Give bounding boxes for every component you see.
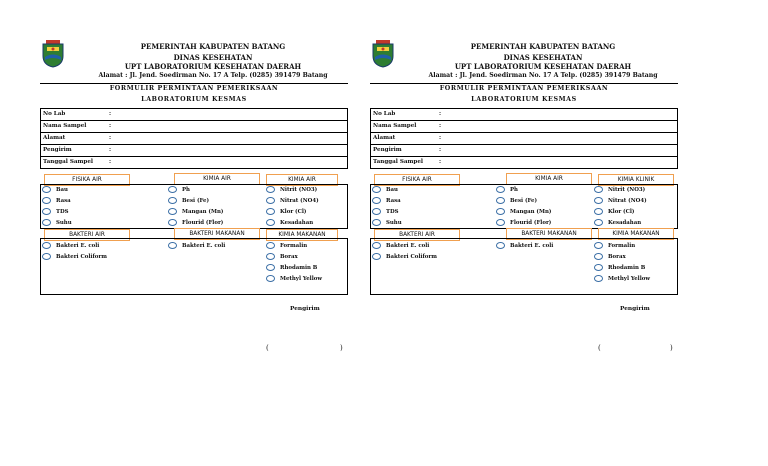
- radio-circle-icon: [372, 253, 381, 260]
- radio-circle-icon: [42, 242, 51, 249]
- info-label: No Lab: [43, 111, 66, 117]
- option-rhodamin[interactable]: [266, 264, 317, 271]
- option-label: Kesadahan: [280, 220, 314, 226]
- signature-close-paren: ): [340, 344, 343, 352]
- option-bau[interactable]: [42, 186, 68, 193]
- radio-circle-icon: [168, 197, 177, 204]
- option-rasa[interactable]: [42, 197, 71, 204]
- option-formalin[interactable]: [594, 242, 635, 249]
- option-label: Rasa: [386, 198, 401, 204]
- info-label: Nama Sampel: [43, 123, 87, 129]
- option-label: Ph: [182, 187, 190, 193]
- option-label: Formalin: [608, 243, 636, 249]
- radio-circle-icon: [372, 186, 381, 193]
- info-colon: :: [109, 111, 112, 117]
- radio-circle-icon: [594, 275, 603, 282]
- info-row-nama-sampel[interactable]: [41, 121, 347, 133]
- radio-circle-icon: [594, 208, 603, 215]
- header-line3: UPT LABORATORIUM KESEHATAN DAERAH: [454, 62, 632, 71]
- category-kimia-makanan: KIMIA MAKANAN: [598, 228, 674, 240]
- option-label: Methyl Yellow: [280, 276, 323, 282]
- info-label: Tanggal Sampel: [43, 159, 94, 165]
- option-kesadahan[interactable]: [594, 219, 641, 226]
- category-bakteri-air: BAKTERI AIR: [374, 229, 460, 241]
- signature-close-paren: ): [670, 344, 673, 352]
- info-row-pengirim[interactable]: [371, 145, 677, 157]
- radio-circle-icon: [266, 197, 275, 204]
- category-fisika-air: FISIKA AIR: [44, 174, 130, 186]
- option-bau[interactable]: [372, 186, 398, 193]
- option-methyl-yellow[interactable]: [266, 275, 322, 282]
- option-label: Ph: [510, 187, 518, 193]
- info-label: Pengirim: [43, 147, 72, 153]
- info-row-no-lab[interactable]: [41, 109, 347, 121]
- option-nitrat[interactable]: [266, 197, 319, 204]
- header-line3: UPT LABORATORIUM KESEHATAN DAERAH: [124, 62, 302, 71]
- radio-circle-icon: [168, 186, 177, 193]
- form-title: FORMULIR PERMINTAAN PEMERIKSAAN: [109, 85, 279, 92]
- option-label: Bakteri Coliform: [56, 254, 107, 260]
- option-flourid[interactable]: [496, 219, 551, 226]
- category-kimia-makanan: KIMIA MAKANAN: [266, 229, 338, 241]
- info-row-tanggal-sampel[interactable]: [41, 157, 347, 168]
- header-line2: DINAS KESEHATAN: [173, 53, 253, 62]
- info-colon: :: [439, 111, 442, 117]
- option-label: Rhodamin B: [608, 265, 646, 271]
- radio-circle-icon: [372, 242, 381, 249]
- option-label: TDS: [386, 209, 399, 215]
- info-label: Alamat: [373, 135, 396, 141]
- option-label: Bakteri E. coli: [510, 243, 554, 249]
- option-rhodamin[interactable]: [594, 264, 645, 271]
- info-colon: :: [439, 159, 442, 165]
- option-label: Bakteri E. coli: [386, 243, 430, 249]
- option-ph[interactable]: [168, 186, 190, 193]
- option-klor[interactable]: [594, 208, 635, 215]
- radio-circle-icon: [42, 186, 51, 193]
- option-label: Besi (Fe): [510, 198, 538, 204]
- batang-emblem-logo: [372, 40, 394, 68]
- form-subtitle: LABORATORIUM KESMAS: [471, 96, 577, 103]
- radio-circle-icon: [42, 219, 51, 226]
- option-nitrit[interactable]: [594, 186, 645, 193]
- header-line1: PEMERINTAH KABUPATEN BATANG: [140, 42, 286, 51]
- option-suhu[interactable]: [372, 219, 402, 226]
- option-flourid[interactable]: [168, 219, 223, 226]
- option-suhu[interactable]: [42, 219, 72, 226]
- radio-circle-icon: [496, 242, 505, 249]
- signature-label: Pengirim: [290, 306, 320, 312]
- radio-circle-icon: [266, 186, 275, 193]
- category-kimia-air: KIMIA AIR: [506, 173, 592, 185]
- radio-circle-icon: [372, 219, 381, 226]
- option-label: Borax: [608, 254, 626, 260]
- info-row-tanggal-sampel[interactable]: [371, 157, 677, 168]
- info-colon: :: [109, 159, 112, 165]
- option-methyl-yellow[interactable]: [594, 275, 650, 282]
- radio-circle-icon: [168, 242, 177, 249]
- batang-emblem-logo: [42, 40, 64, 68]
- category-bakteri-makanan: BAKTERI MAKANAN: [506, 228, 592, 240]
- option-label: Klor (Cl): [608, 209, 635, 215]
- option-label: Bau: [386, 187, 398, 193]
- info-colon: :: [439, 123, 442, 129]
- header-address: Alamat : Jl. Jend. Soedirman No. 17 A Telp. (0285) 391479 Batang: [98, 72, 328, 79]
- option-nitrat[interactable]: [594, 197, 647, 204]
- form-right: [368, 0, 678, 360]
- form-title: FORMULIR PERMINTAAN PEMERIKSAAN: [439, 85, 609, 92]
- option-label: Nitrat (NO4): [608, 198, 647, 204]
- category-fisika-air: FISIKA AIR: [374, 174, 460, 186]
- info-row-no-lab[interactable]: [371, 109, 677, 121]
- info-row-pengirim[interactable]: [41, 145, 347, 157]
- category-bakteri-air: BAKTERI AIR: [44, 229, 130, 241]
- radio-circle-icon: [266, 253, 275, 260]
- radio-circle-icon: [42, 197, 51, 204]
- option-label: Methyl Yellow: [608, 276, 651, 282]
- radio-circle-icon: [594, 219, 603, 226]
- option-label: Suhu: [386, 220, 402, 226]
- radio-circle-icon: [594, 264, 603, 271]
- info-row-alamat[interactable]: [41, 133, 347, 145]
- option-label: Klor (Cl): [280, 209, 307, 215]
- option-kesadahan[interactable]: [266, 219, 313, 226]
- option-label: Flourid (Flor): [182, 220, 224, 226]
- radio-circle-icon: [168, 208, 177, 215]
- option-label: Bakteri E. coli: [56, 243, 100, 249]
- radio-circle-icon: [266, 219, 275, 226]
- option-borax[interactable]: [594, 253, 626, 260]
- option-label: Bau: [56, 187, 68, 193]
- option-label: Kesadahan: [608, 220, 642, 226]
- form-subtitle: LABORATORIUM KESMAS: [141, 96, 247, 103]
- option-label: Rhodamin B: [280, 265, 318, 271]
- radio-circle-icon: [496, 219, 505, 226]
- option-bakteri-ecoli[interactable]: [372, 242, 429, 249]
- option-label: Mangan (Mn): [510, 209, 552, 215]
- option-besi[interactable]: [168, 197, 209, 204]
- radio-circle-icon: [266, 264, 275, 271]
- radio-circle-icon: [496, 186, 505, 193]
- header-address: Alamat : Jl. Jend. Soedirman No. 17 A Telp. (0285) 391479 Batang: [428, 72, 658, 79]
- header-line2: DINAS KESEHATAN: [503, 53, 583, 62]
- category-kimia-klinik: KIMIA KLINIK: [598, 174, 674, 186]
- radio-circle-icon: [594, 253, 603, 260]
- option-makanan-ecoli[interactable]: [496, 242, 553, 249]
- radio-circle-icon: [266, 275, 275, 282]
- option-label: Bakteri Coliform: [386, 254, 437, 260]
- radio-circle-icon: [496, 208, 505, 215]
- info-row-nama-sampel[interactable]: [371, 121, 677, 133]
- option-mangan[interactable]: [496, 208, 551, 215]
- option-besi[interactable]: [496, 197, 537, 204]
- signature-open-paren: (: [266, 344, 269, 352]
- option-bakteri-coliform[interactable]: [42, 253, 107, 260]
- category-kimia-air-2: KIMIA AIR: [266, 174, 338, 186]
- option-label: Borax: [280, 254, 298, 260]
- option-label: Bakteri E. coli: [182, 243, 226, 249]
- option-rasa[interactable]: [372, 197, 401, 204]
- header-rule: [40, 83, 348, 84]
- option-tds[interactable]: [42, 208, 69, 215]
- info-colon: :: [109, 147, 112, 153]
- option-label: Besi (Fe): [182, 198, 210, 204]
- radio-circle-icon: [594, 242, 603, 249]
- header-line1: PEMERINTAH KABUPATEN BATANG: [470, 42, 616, 51]
- option-mangan[interactable]: [168, 208, 223, 215]
- option-label: Mangan (Mn): [182, 209, 224, 215]
- radio-circle-icon: [42, 253, 51, 260]
- radio-circle-icon: [168, 219, 177, 226]
- header-rule: [370, 83, 678, 84]
- category-bakteri-makanan: BAKTERI MAKANAN: [174, 228, 260, 240]
- sample-info-box: [370, 108, 678, 169]
- option-label: Suhu: [56, 220, 72, 226]
- option-bakteri-coliform[interactable]: [372, 253, 437, 260]
- option-borax[interactable]: [266, 253, 298, 260]
- radio-circle-icon: [266, 242, 275, 249]
- info-row-alamat[interactable]: [371, 133, 677, 145]
- info-label: Pengirim: [373, 147, 402, 153]
- radio-circle-icon: [496, 197, 505, 204]
- radio-circle-icon: [594, 186, 603, 193]
- option-label: Nitrat (NO4): [280, 198, 319, 204]
- radio-circle-icon: [42, 208, 51, 215]
- option-klor[interactable]: [266, 208, 307, 215]
- info-colon: :: [109, 123, 112, 129]
- option-label: Nitrit (NO3): [608, 187, 646, 193]
- option-bakteri-ecoli[interactable]: [42, 242, 99, 249]
- option-label: TDS: [56, 209, 69, 215]
- info-colon: :: [109, 135, 112, 141]
- option-label: Nitrit (NO3): [280, 187, 318, 193]
- option-makanan-ecoli[interactable]: [168, 242, 225, 249]
- option-label: Flourid (Flor): [510, 220, 552, 226]
- info-colon: :: [439, 147, 442, 153]
- radio-circle-icon: [372, 197, 381, 204]
- sample-info-box: [40, 108, 348, 169]
- info-label: Tanggal Sampel: [373, 159, 424, 165]
- info-colon: :: [439, 135, 442, 141]
- radio-circle-icon: [266, 208, 275, 215]
- option-ph[interactable]: [496, 186, 518, 193]
- option-tds[interactable]: [372, 208, 399, 215]
- option-formalin[interactable]: [266, 242, 307, 249]
- info-label: No Lab: [373, 111, 396, 117]
- signature-open-paren: (: [598, 344, 601, 352]
- form-left: [38, 0, 348, 360]
- option-label: Formalin: [280, 243, 308, 249]
- category-kimia-air: KIMIA AIR: [174, 173, 260, 185]
- option-label: Rasa: [56, 198, 71, 204]
- option-nitrit[interactable]: [266, 186, 317, 193]
- radio-circle-icon: [594, 197, 603, 204]
- radio-circle-icon: [372, 208, 381, 215]
- info-label: Nama Sampel: [373, 123, 417, 129]
- signature-label: Pengirim: [620, 306, 650, 312]
- info-label: Alamat: [43, 135, 66, 141]
